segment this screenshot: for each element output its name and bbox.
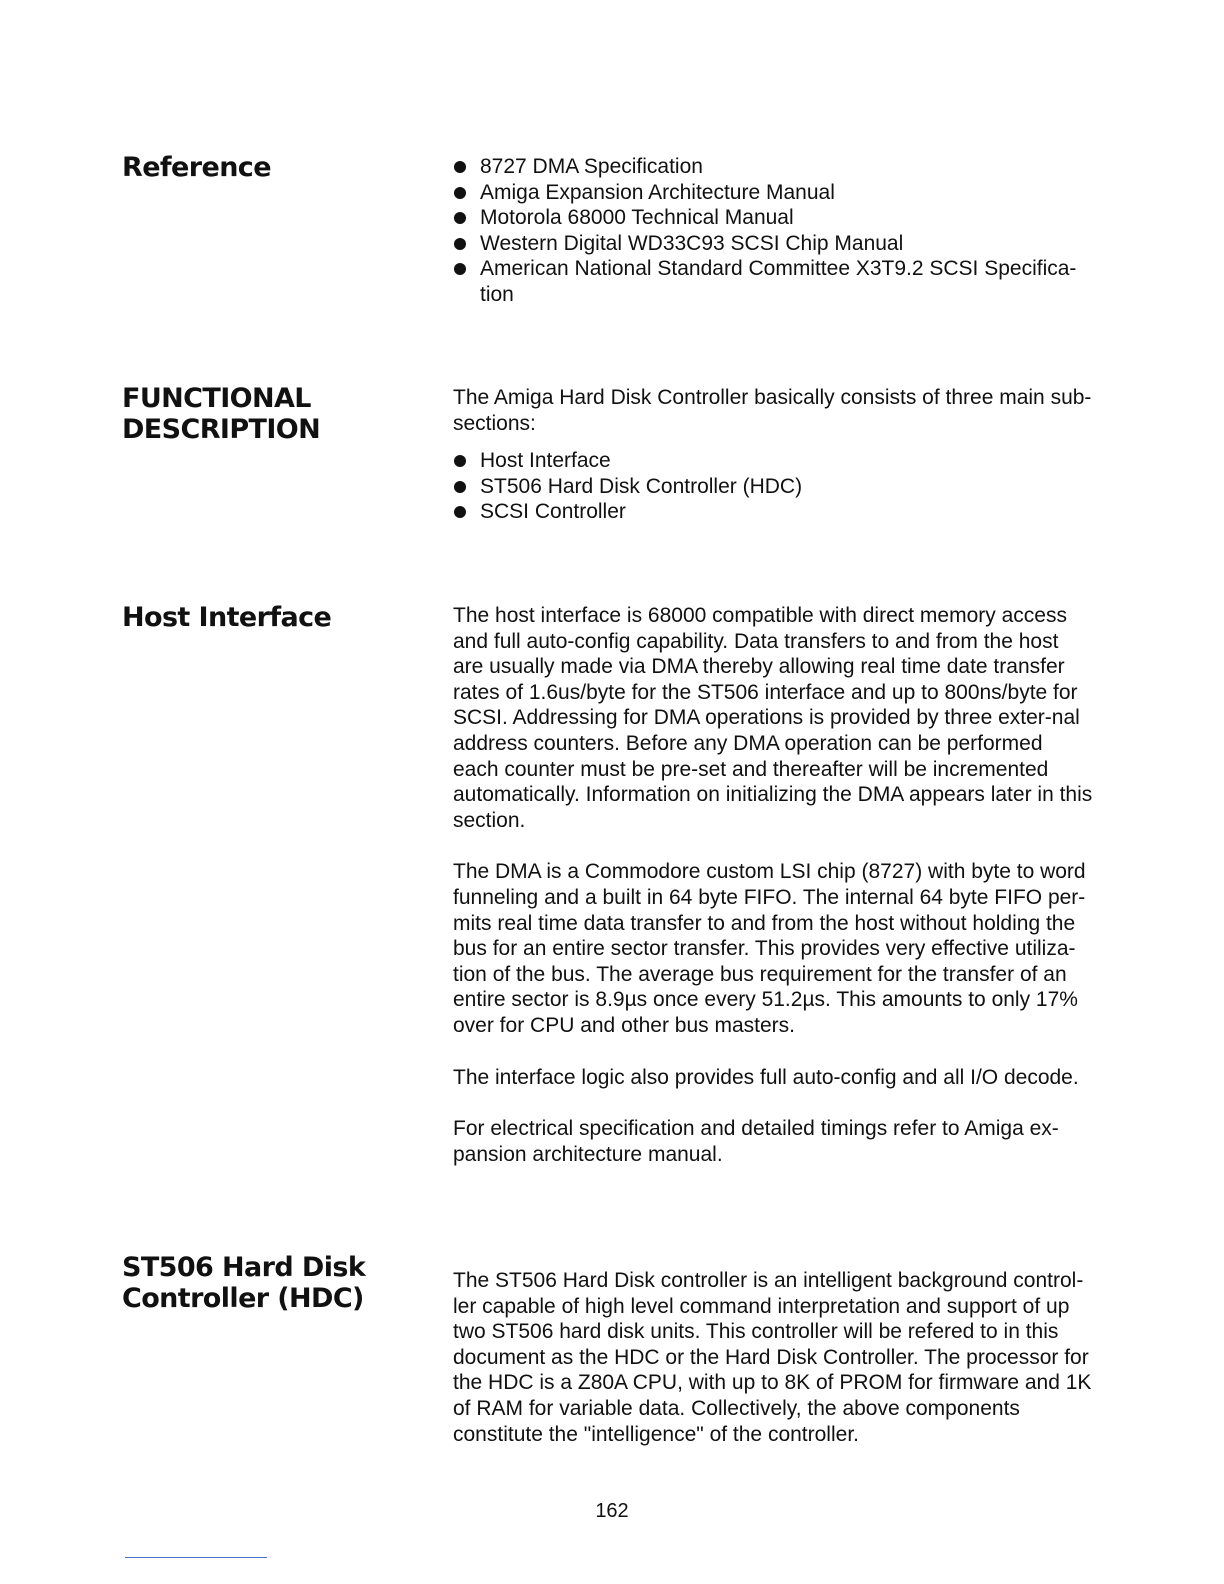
host-interface-heading: Host Interface [122, 602, 332, 633]
host-interface-body [453, 603, 1093, 1167]
paragraph: The host interface is 68000 compatible with direct memory access and full auto-config capability. Data transfers to and from the host are usually made via DMA thereby allowing real time date transfer rates of 1.6us/byte for the ST506 interface and up to 800ns/byte for SCSI. Addressing for DMA operations is provided by three exter-nal address counters. Before any DMA operation can be performed each counter must be pre-set and thereafter will be incremented automatically. Information on initializing the DMA appears later in this section. [453, 604, 1093, 832]
paragraph: For electrical specification and detailed timings refer to Amiga ex-pansion architecture manual. [453, 1117, 1059, 1166]
reference-list [453, 154, 1093, 308]
list-item: Motorola 68000 Technical Manual [453, 205, 1093, 231]
bullet-icon [454, 481, 466, 493]
bullet-icon [454, 187, 466, 199]
subsection-list [453, 448, 1093, 525]
footer-divider [125, 1557, 267, 1558]
bullet-icon [454, 263, 466, 275]
reference-heading: Reference [122, 152, 271, 183]
list-item: SCSI Controller [453, 499, 1093, 525]
paragraph: The DMA is a Commodore custom LSI chip (8727) with byte to word funneling and a built in 64 byte FIFO. The internal 64 byte FIFO per-mits real time data transfer to and from the host without holding the bus for an entire sector transfer. This provides very effective utiliza-tion of the bus. The average bus requirement for the transfer of an entire sector is 8.9µs once every 51.2µs. This amounts to only 17% over for CPU and other bus masters. [453, 860, 1086, 1037]
bullet-icon [454, 238, 466, 250]
st506-heading: ST506 Hard Disk Controller (HDC) [122, 1252, 366, 1314]
functional-description-intro: The Amiga Hard Disk Controller basically consists of three main sub-sections: [453, 386, 1092, 435]
list-item: ST506 Hard Disk Controller (HDC) [453, 474, 1093, 500]
page-number: 162 [595, 1500, 629, 1522]
list-item: 8727 DMA Specification [453, 154, 1093, 180]
bullet-icon [454, 455, 466, 467]
list-item: Host Interface [453, 448, 1093, 474]
list-item: Western Digital WD33C93 SCSI Chip Manual [453, 231, 1093, 257]
paragraph: The interface logic also provides full auto-config and all I/O decode. [453, 1065, 1079, 1089]
list-item: Amiga Expansion Architecture Manual [453, 180, 1093, 206]
st506-body [453, 1268, 1093, 1447]
bullet-icon [454, 161, 466, 173]
functional-description-body [453, 385, 1093, 525]
list-item: American National Standard Committee X3T9.2 SCSI Specifica-tion [453, 256, 1093, 307]
bullet-icon [454, 506, 466, 518]
paragraph: The ST506 Hard Disk controller is an intelligent background control-ler capable of high level command interpretation and support of up two ST506 hard disk units. This controller will be refered to in this document as the HDC or the Hard Disk Controller. The processor for the HDC is a Z80A CPU, with up to 8K of PROM for firmware and 1K of RAM for variable data. Collectively, the above components constitute the "intelligence" of the controller. [453, 1269, 1092, 1446]
bullet-icon [454, 212, 466, 224]
functional-description-heading: FUNCTIONAL DESCRIPTION [122, 383, 321, 445]
